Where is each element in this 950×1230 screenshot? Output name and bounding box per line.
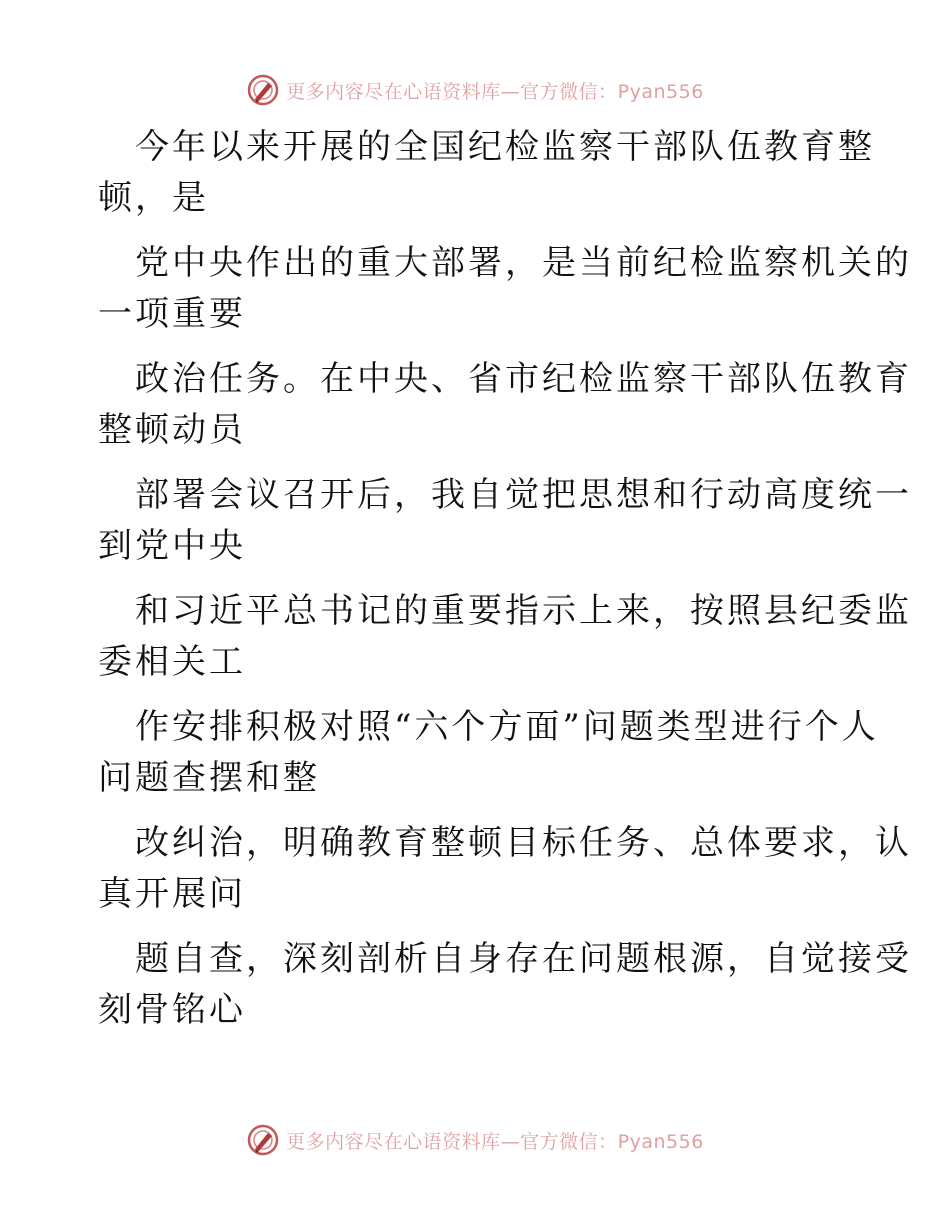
text-block <box>98 354 912 456</box>
document-body <box>98 122 912 1050</box>
text-line: 作安排积极对照“六个方面”问题类型进行个人 <box>135 707 879 747</box>
text-block <box>98 122 875 224</box>
watermark-text: 更多内容尽在心语资料库—官方微信：Pyan556 <box>286 80 704 103</box>
text-block <box>98 470 912 572</box>
text-block <box>98 934 912 1036</box>
text-line: 今年以来开展的全国纪检监察干部队伍教育整 <box>135 127 875 167</box>
text-line: 部署会议召开后，我自觉把思想和行动高度统一 <box>135 475 912 515</box>
text-line: 刻骨铭心 <box>98 990 246 1030</box>
header-watermark <box>0 70 950 110</box>
text-line: 题自查，深刻剖析自身存在问题根源，自觉接受 <box>135 939 912 979</box>
footer-watermark <box>0 1120 950 1160</box>
text-line: 整顿动员 <box>98 410 246 450</box>
text-line: 改纠治，明确教育整顿目标任务、总体要求，认 <box>135 823 912 863</box>
text-block <box>98 238 912 340</box>
text-line: 到党中央 <box>98 526 246 566</box>
text-line: 党中央作出的重大部署，是当前纪检监察机关的 <box>135 243 912 283</box>
text-block <box>98 702 879 804</box>
text-line: 真开展问 <box>98 874 246 914</box>
text-line: 一项重要 <box>98 294 246 334</box>
text-line: 政治任务。在中央、省市纪检监察干部队伍教育 <box>135 359 912 399</box>
text-line: 问题查摆和整 <box>98 758 320 798</box>
text-line: 委相关工 <box>98 642 246 682</box>
pen-circle-logo-icon <box>246 1123 280 1157</box>
text-line: 顿，是 <box>98 178 209 218</box>
pen-circle-logo-icon <box>246 73 280 107</box>
watermark-text: 更多内容尽在心语资料库—官方微信：Pyan556 <box>286 1130 704 1153</box>
text-block <box>98 818 912 920</box>
text-block <box>98 586 912 688</box>
text-line: 和习近平总书记的重要指示上来，按照县纪委监 <box>135 591 912 631</box>
